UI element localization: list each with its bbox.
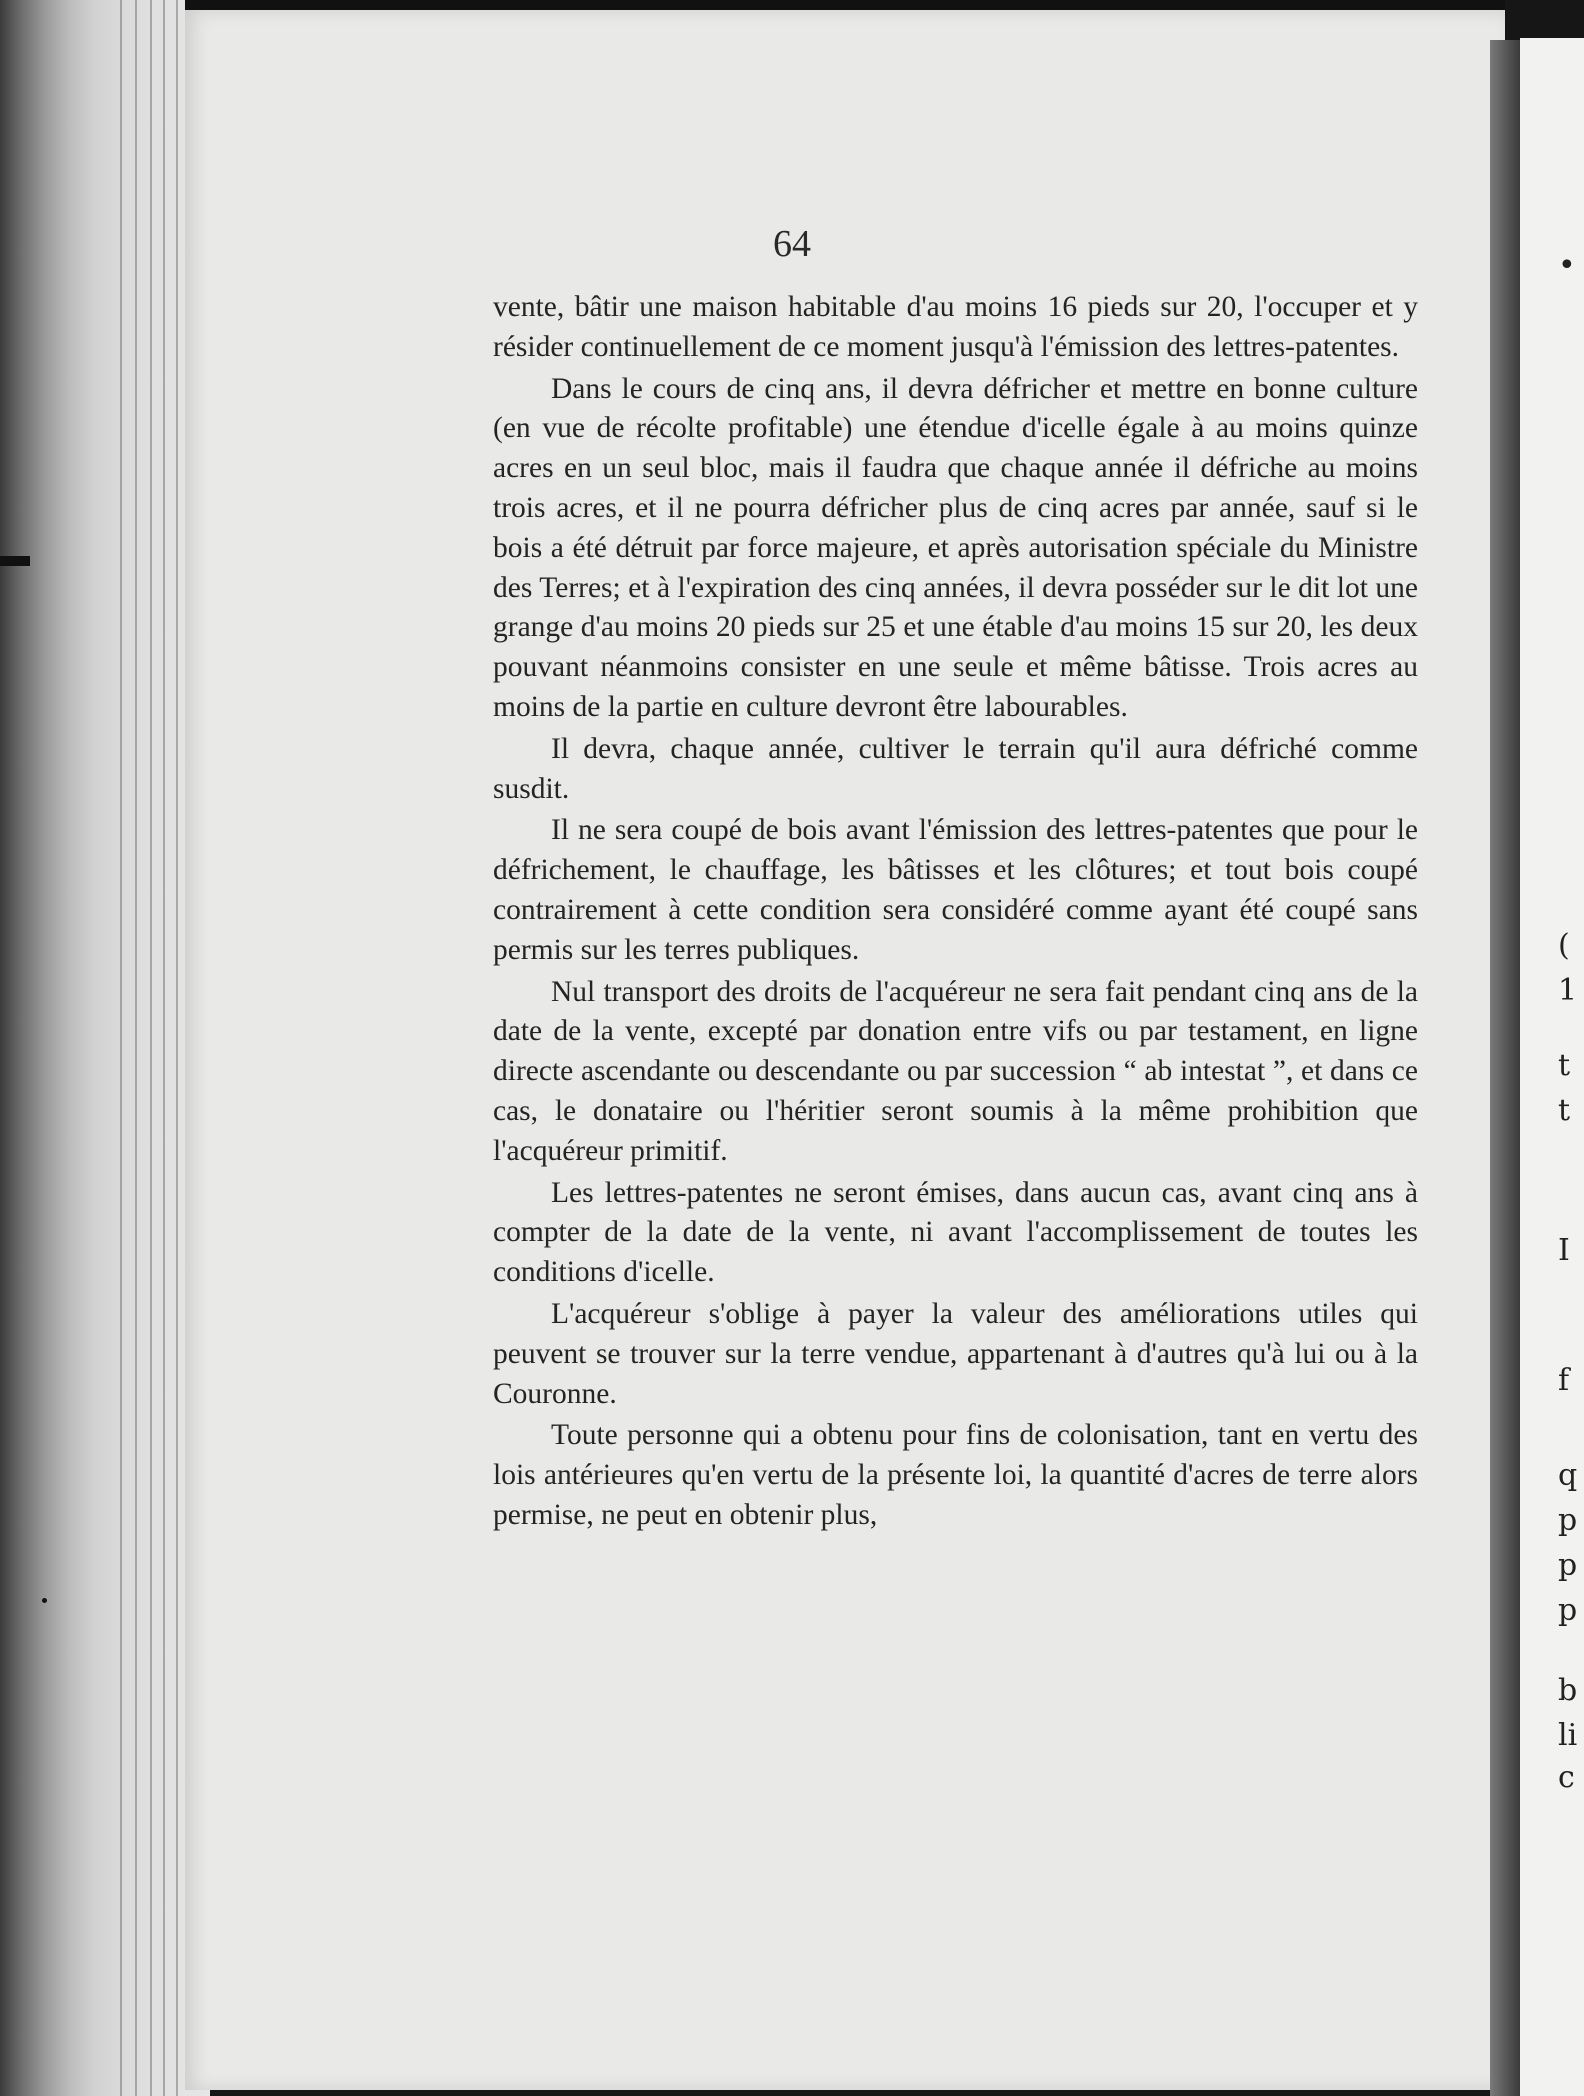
facing-page-fragment: p	[1558, 1593, 1578, 1628]
paragraph: Il ne sera coupé de bois avant l'émission des lettres-patentes que pour le défrichement, le chauffage, les bâtisses et les clôtures; et tout bois coupé contrairement à cette condition sera considéré comme ayant été coupé sans permis sur les terres publiques.	[493, 814, 1418, 966]
facing-page-fragment: b	[1558, 1673, 1578, 1708]
speck-mark	[42, 1598, 47, 1603]
facing-page-fragment: q	[1558, 1458, 1578, 1493]
page-number: 64	[773, 223, 811, 265]
facing-page-fragment: 1	[1558, 973, 1578, 1008]
facing-page-fragment: c	[1558, 1760, 1575, 1795]
page-stack-edge	[0, 0, 210, 2096]
facing-page-fragment: p	[1558, 1503, 1578, 1538]
facing-page-fragment: f	[1558, 1363, 1570, 1398]
paragraph: Toute personne qui a obtenu pour fins de colonisation, tant en vertu des lois antérieures qu'en vertu de la présente loi, la quantité d'acres de terre alors permise, ne peut en obtenir plus,	[493, 1419, 1418, 1531]
facing-page-fragment: t	[1558, 1093, 1571, 1128]
facing-page-fragment: t	[1558, 1048, 1571, 1083]
paragraph: L'acquéreur s'oblige à payer la valeur des améliorations utiles qui peuvent se trouver sur la terre vendue, appartenant à d'autres qu'à lui ou à la Couronne.	[493, 1297, 1418, 1410]
left-margin-mark	[0, 556, 30, 566]
page-edge-line	[135, 0, 137, 2096]
paragraph: Nul transport des droits de l'acquéreur ne sera fait pendant cinq ans de la date de la vente, excepté par donation entre vifs ou par testament, en ligne directe ascendante ou descendante ou par succession “ ab intestat ”, et dans ce cas, le donataire ou l'héritier seront soumis à la même prohibition que l'acquéreur primitif.	[493, 975, 1418, 1167]
facing-page-edge	[1520, 38, 1584, 2096]
page-edge-line	[150, 0, 152, 2096]
page-edge-line	[176, 0, 178, 2096]
facing-page-fragment: I	[1558, 1233, 1570, 1268]
paragraph: Dans le cours de cinq ans, il devra défricher et mettre en bonne culture (en vue de récolte profitable) une étendue d'icelle égale à au moins quinze acres en un seul bloc, mais il faudra que chaque année il défriche au moins trois acres, et il ne pourra défricher plus de cinq acres par année, sauf si le bois a été détruit par force majeure, et après autorisation spéciale du Ministre des Terres; et à l'expiration des cinq années, il devra posséder sur le dit lot une grange d'au moins 20 pieds sur 25 et une étable d'au moins 15 sur 20, les deux pouvant néanmoins consister en une seule et même bâtisse. Trois acres au moins de la partie en culture devront être labourables.	[493, 372, 1418, 723]
facing-page-fragment: li	[1558, 1718, 1578, 1753]
page-edge-line	[163, 0, 165, 2096]
page-edge-line	[120, 0, 122, 2096]
book-gutter	[1490, 40, 1520, 2096]
page-body-text	[493, 288, 1418, 1538]
paragraph: Il devra, chaque année, cultiver le terrain qu'il aura défriché comme susdit.	[493, 732, 1418, 805]
facing-page-fragment: •	[1558, 248, 1576, 283]
paragraph: vente, bâtir une maison habitable d'au moins 16 pieds sur 20, l'occuper et y résider continuellement de ce moment jusqu'à l'émission des lettres-patentes.	[493, 291, 1418, 363]
facing-page-fragment: (	[1558, 928, 1570, 963]
paragraph: Les lettres-patentes ne seront émises, dans aucun cas, avant cinq ans à compter de la date de la vente, ni avant l'accomplissement de toutes les conditions d'icelle.	[493, 1176, 1418, 1289]
facing-page-fragment: p	[1558, 1548, 1578, 1583]
